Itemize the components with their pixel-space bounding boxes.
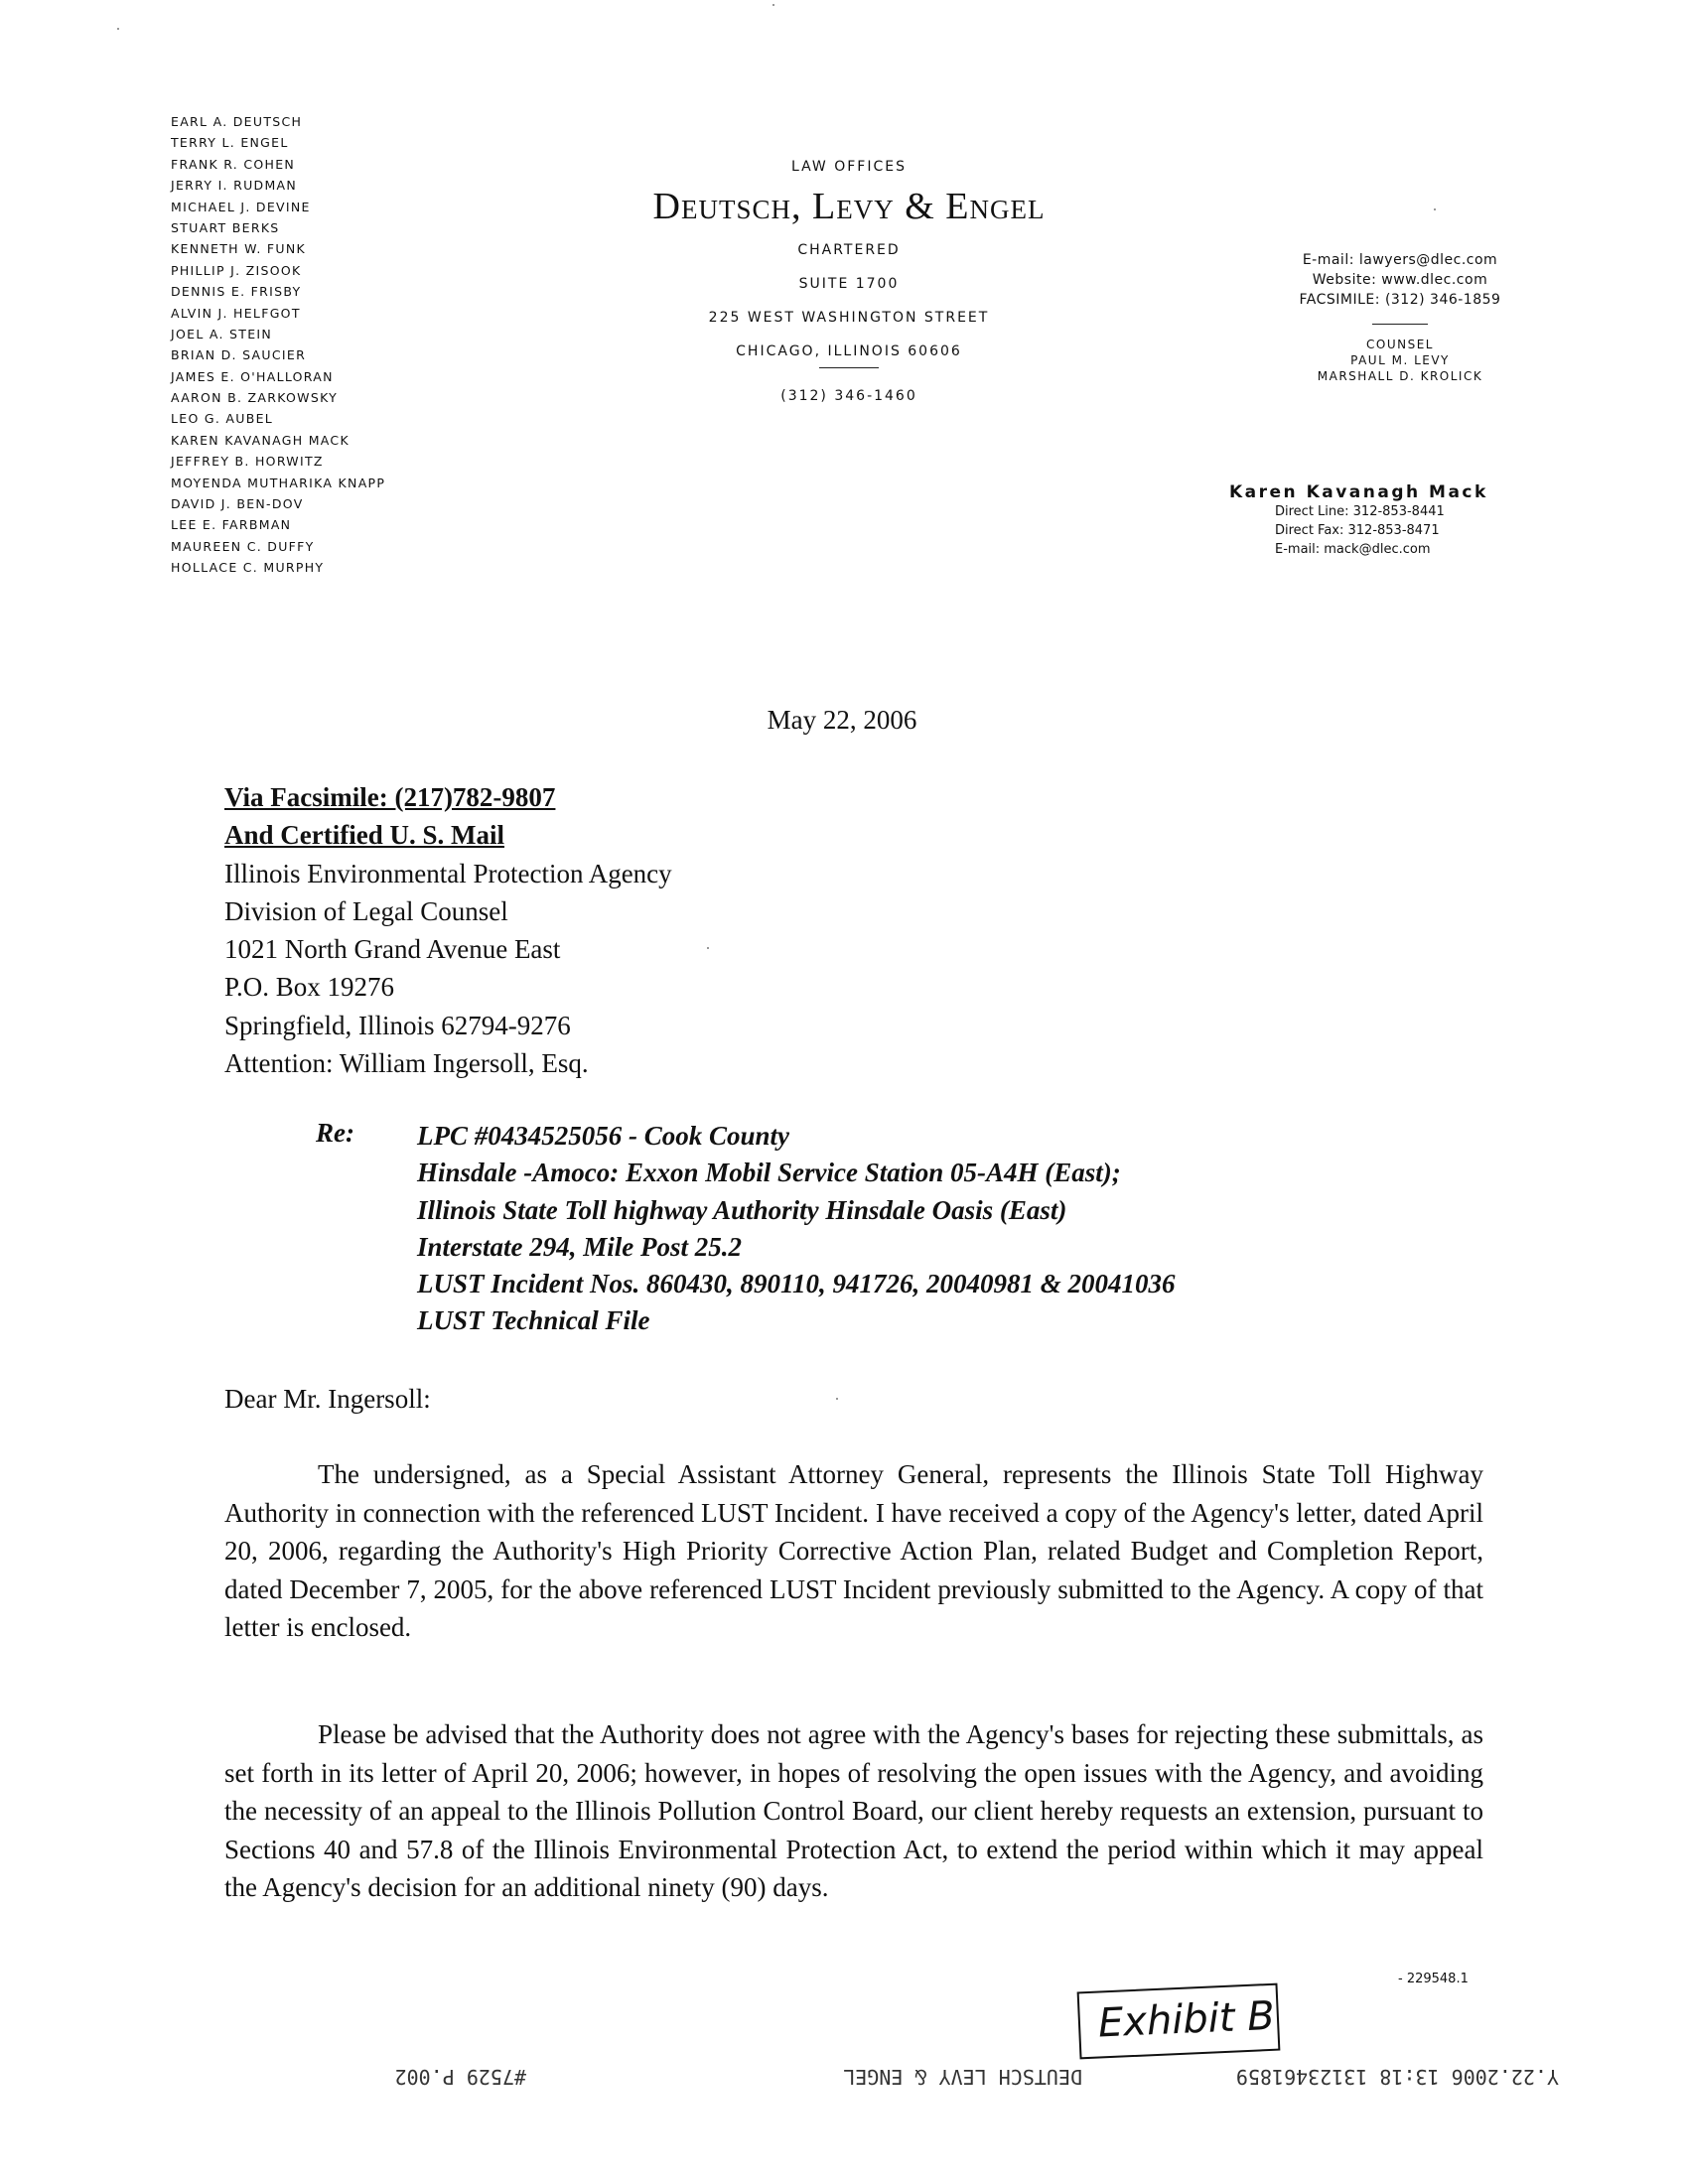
partner-name: PHILLIP J. ZISOOK [171, 262, 302, 278]
letter-date: May 22, 2006 [767, 705, 917, 735]
fax-header-page: #7529 P.002 [394, 2065, 526, 2089]
partners-list [171, 111, 469, 579]
divider [819, 367, 879, 368]
scan-speck [117, 28, 119, 30]
address-line: Springfield, Illinois 62794-9276 [224, 1010, 571, 1040]
counsel-name: PAUL M. LEVY [1350, 353, 1450, 367]
body-paragraph: The undersigned, as a Special Assistant Attorney General, represents the Illinois State Toll Highway Authority in connection with the referenced LUST Incident. I have received a copy of the Agency's letter, dated April 20, 2006, regarding the Authority's High Priority Corrective Action Plan, related Budget and Completion Report, dated December 7, 2005, for the above referenced LUST Incident previously submitted to the Agency. A copy of that letter is enclosed. [224, 1459, 1483, 1642]
firm-website: Website: www.dlec.com [1312, 272, 1488, 288]
address-line: P.O. Box 19276 [224, 972, 395, 1003]
partner-name: HOLLACE C. MURPHY [171, 560, 325, 576]
body-paragraph: Please be advised that the Authority does not agree with the Agency's bases for rejecting these submittals, as set forth in its letter of April 20, 2006; however, in hopes of resolving the open issues with the Agency, and avoiding the necessity of an appeal to the Illinois Pollution Control Board, our client hereby requests an extension, pursuant to Sections 40 and 57.8 of the Illinois Environmental Protection Act, to extend the period within which it may appeal the Agency's decision for an additional ninety (90) days. [224, 1719, 1483, 1902]
delivery-method: Via Facsimile: (217)782-9807 [224, 782, 556, 812]
address-line: Illinois Environmental Protection Agency [224, 858, 672, 888]
attorney-direct-fax: Direct Fax: 312-853-8471 [1275, 523, 1440, 538]
partner-name: JERRY I. RUDMAN [171, 178, 298, 194]
partner-name: LEO G. AUBEL [171, 411, 274, 427]
partner-name: ALVIN J. HELFGOT [171, 305, 301, 321]
counsel-label: COUNSEL [1366, 338, 1434, 351]
partner-name: JOEL A. STEIN [171, 326, 273, 341]
partner-name: AARON B. ZARKOWSKY [171, 390, 339, 406]
counsel-name: MARSHALL D. KROLICK [1317, 369, 1483, 383]
scan-speck [1434, 208, 1436, 210]
scan-speck [772, 4, 774, 6]
address-line: Division of Legal Counsel [224, 895, 508, 926]
exhibit-label: Exhibit B [1097, 1992, 1276, 2047]
recipient-address [224, 778, 672, 1082]
firm-contact-block [1261, 250, 1539, 384]
firm-letterhead [551, 159, 1147, 404]
salutation: Dear Mr. Ingersoll: [224, 1384, 431, 1414]
re-label: Re: [316, 1118, 354, 1148]
firm-name: Deutsch, Levy & Engel [652, 186, 1046, 227]
subject-line: LUST Incident Nos. 860430, 890110, 941726, 20040981 & 20041036 [417, 1269, 1176, 1299]
partner-name: MOYENDA MUTHARIKA KNAPP [171, 475, 386, 490]
partner-name: TERRY L. ENGEL [171, 135, 289, 151]
partner-name: JAMES E. O'HALLORAN [171, 368, 334, 384]
subject-line: LPC #0434525056 - Cook County [417, 1121, 790, 1151]
subject-line: Illinois State Toll highway Authority Hinsdale Oasis (East) [417, 1194, 1067, 1225]
exhibit-stamp [1077, 1983, 1281, 2060]
firm-facsimile: FACSIMILE: (312) 346-1859 [1299, 292, 1501, 308]
law-offices-label: LAW OFFICES [791, 159, 907, 175]
attorney-email: E-mail: mack@dlec.com [1275, 542, 1431, 557]
subject-line: LUST Technical File [417, 1305, 650, 1336]
partner-name: DENNIS E. FRISBY [171, 284, 302, 300]
fax-header-date: Y.22.2006 13:18 13123461859 [1235, 2065, 1559, 2089]
partner-name: EARL A. DEUTSCH [171, 114, 303, 129]
partner-name: DAVID J. BEN-DOV [171, 496, 304, 512]
partner-name: KENNETH W. FUNK [171, 241, 306, 257]
partner-name: LEE E. FARBMAN [171, 517, 292, 533]
subject-line: Interstate 294, Mile Post 25.2 [417, 1231, 743, 1262]
address-line: 1021 North Grand Avenue East [224, 934, 561, 965]
suite: SUITE 1700 [798, 276, 900, 292]
chartered-label: CHARTERED [797, 242, 901, 258]
divider [1372, 324, 1428, 325]
partner-name: MAUREEN C. DUFFY [171, 538, 315, 554]
firm-email: E-mail: lawyers@dlec.com [1302, 252, 1498, 268]
scan-speck [836, 1398, 838, 1400]
street-address: 225 WEST WASHINGTON STREET [708, 310, 990, 326]
attorney-name: Karen Kavanagh Mack [1229, 482, 1488, 502]
document-number: - 229548.1 [1398, 1972, 1469, 1986]
partner-name: STUART BERKS [171, 219, 280, 235]
partner-name: MICHAEL J. DEVINE [171, 199, 311, 214]
address-line: Attention: William Ingersoll, Esq. [224, 1048, 589, 1079]
partner-name: JEFFREY B. HORWITZ [171, 454, 324, 470]
delivery-method: And Certified U. S. Mail [224, 820, 504, 851]
fax-header-firm: DEUTSCH LEVY & ENGEL [843, 2065, 1082, 2089]
attorney-direct-line: Direct Line: 312-853-8441 [1275, 504, 1445, 519]
city-address: CHICAGO, ILLINOIS 60606 [736, 343, 962, 359]
scan-speck [707, 947, 709, 949]
subject-line: Hinsdale -Amoco: Exxon Mobil Service Station 05-A4H (East); [417, 1158, 1121, 1188]
firm-phone: (312) 346-1460 [780, 388, 917, 404]
partner-name: KAREN KAVANAGH MACK [171, 432, 350, 448]
attorney-block [1229, 482, 1557, 559]
partner-name: FRANK R. COHEN [171, 156, 296, 172]
partner-name: BRIAN D. SAUCIER [171, 347, 307, 363]
